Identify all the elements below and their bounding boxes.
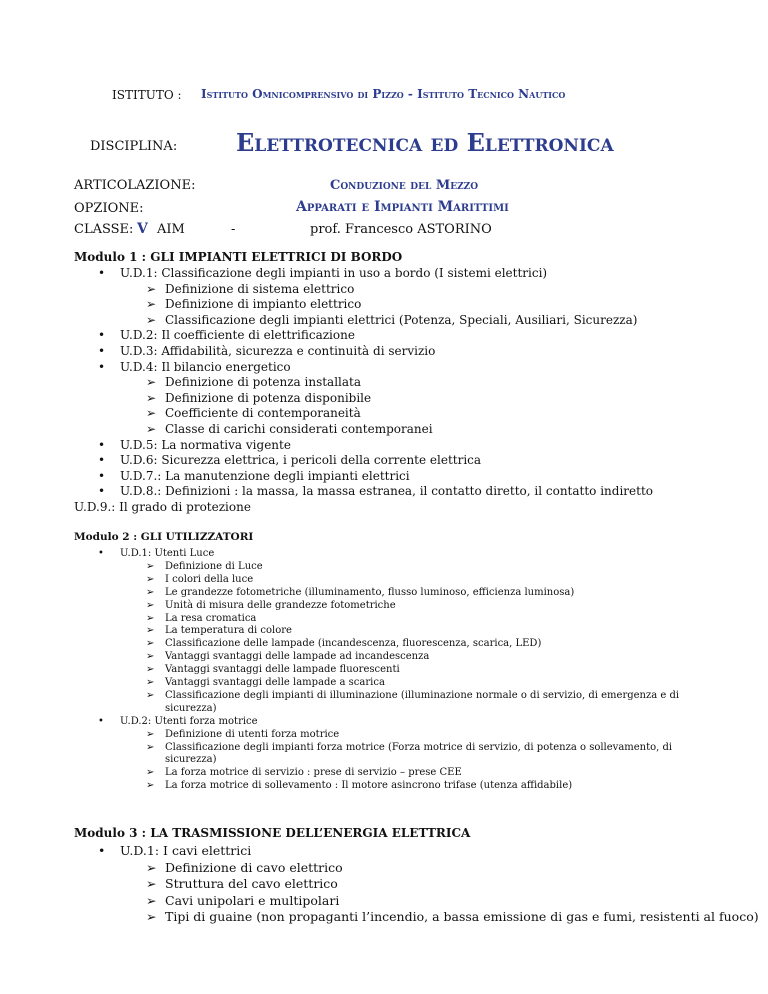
dash: - — [231, 222, 236, 237]
bullet-icon: • — [98, 328, 106, 343]
bullet-icon: • — [98, 453, 106, 468]
ud-item: U.D.5: La normativa vigente — [120, 437, 291, 452]
arrow-bullet-icon: ➢ — [146, 780, 155, 792]
sub-item: La resa cromatica — [165, 612, 257, 624]
sub-item: Definizione di Luce — [165, 560, 263, 572]
arrow-bullet-icon: ➢ — [146, 281, 157, 296]
arrow-bullet-icon: ➢ — [146, 560, 155, 572]
sub-item: Classe di carichi considerati contemporanei — [165, 422, 433, 436]
ud-item: U.D.1: I cavi elettrici — [120, 843, 252, 858]
disciplina-value: Elettrotecnica ed Elettronica — [236, 128, 614, 157]
classe-section: AIM — [157, 222, 185, 237]
ud-item: U.D.2: Il coefficiente di elettrificazione — [120, 328, 355, 343]
arrow-bullet-icon: ➢ — [146, 651, 155, 663]
arrow-bullet-icon: ➢ — [146, 741, 155, 753]
sub-item: Cavi unipolari e multipolari — [165, 892, 340, 908]
ud-item: U.D.7.: La manutenzione degli impianti elettrici — [120, 468, 410, 483]
sub-item: Tipi di guaine (non propaganti l’incendio, a bassa emissione di gas e fumi, resistenti al fuoco) — [165, 909, 759, 924]
arrow-bullet-icon: ➢ — [146, 312, 157, 327]
sub-item: Classificazione degli impianti elettrici (Potenza, Speciali, Ausiliari, Sicurezza) — [165, 312, 638, 327]
istituto-label: ISTITUTO : — [112, 88, 182, 102]
sub-item: Classificazione delle lampade (incandescenza, fluorescenza, scarica, LED) — [165, 638, 542, 650]
sub-item: Classificazione degli impianti di illuminazione (illuminazione normale o di servizio, di emergenza e di — [165, 689, 680, 701]
sub-item: Vantaggi svantaggi delle lampade a scarica — [165, 677, 385, 688]
modulo-2-title: Modulo 2 : GLI UTILIZZATORI — [74, 531, 254, 543]
sub-item: Unità di misura delle grandezze fotometriche — [165, 599, 396, 611]
bullet-icon: • — [98, 266, 106, 280]
modulo-1-title: Modulo 1 : GLI IMPIANTI ELETTRICI DI BORDO — [74, 250, 403, 264]
ud-item: U.D.4: Il bilancio energetico — [120, 359, 291, 374]
sub-item: La forza motrice di sollevamento : Il motore asincrono trifase (utenza affidabile) — [165, 780, 573, 792]
arrow-bullet-icon: ➢ — [146, 390, 157, 405]
articolazione-label: ARTICOLAZIONE: — [74, 178, 196, 193]
ud-item: U.D.2: Utenti forza motrice — [120, 715, 258, 727]
opzione-value: Apparati e Impianti Marittimi — [296, 199, 509, 215]
opzione-label: OPZIONE: — [74, 201, 144, 216]
arrow-bullet-icon: ➢ — [146, 573, 155, 585]
arrow-bullet-icon: ➢ — [146, 406, 157, 421]
ud-item: U.D.8.: Definizioni : la massa, la massa estranea, il contatto diretto, il contatto indiretto — [120, 484, 654, 499]
bullet-icon: • — [98, 715, 104, 727]
arrow-bullet-icon: ➢ — [146, 892, 157, 908]
arrow-bullet-icon: ➢ — [146, 909, 157, 924]
bullet-icon: • — [98, 359, 106, 374]
classe-label: CLASSE: — [74, 222, 134, 237]
bullet-icon: • — [98, 484, 106, 499]
arrow-bullet-icon: ➢ — [146, 728, 155, 740]
sub-item: La temperatura di colore — [165, 625, 292, 637]
sub-item: Vantaggi svantaggi delle lampade ad incandescenza — [165, 651, 430, 663]
sub-item: Definizione di sistema elettrico — [165, 281, 355, 296]
arrow-bullet-icon: ➢ — [146, 625, 155, 637]
sub-item: Coefficiente di contemporaneità — [165, 406, 361, 421]
bullet-icon: • — [98, 468, 106, 483]
sub-item-continued: sicurezza) — [165, 754, 217, 766]
arrow-bullet-icon: ➢ — [146, 859, 157, 875]
professor-name: prof. Francesco ASTORINO — [310, 222, 492, 237]
sub-item: Definizione di potenza disponibile — [165, 390, 372, 405]
sub-item-continued: sicurezza) — [165, 702, 217, 714]
arrow-bullet-icon: ➢ — [146, 876, 157, 891]
sub-item: Definizione di impianto elettrico — [165, 297, 362, 312]
arrow-bullet-icon: ➢ — [146, 612, 155, 624]
bullet-icon: • — [98, 548, 104, 559]
ud-item: U.D.3: Affidabilità, sicurezza e continuità di servizio — [120, 344, 436, 358]
bullet-icon: • — [98, 344, 106, 358]
bullet-icon: • — [98, 437, 106, 452]
arrow-bullet-icon: ➢ — [146, 375, 157, 390]
ud-item: U.D.1: Classificazione degli impianti in uso a bordo (I sistemi elettrici) — [120, 266, 548, 280]
ud-item: U.D.9.: Il grado di protezione — [74, 500, 251, 514]
sub-item: Vantaggi svantaggi delle lampade fluorescenti — [165, 664, 400, 676]
classe-number: V — [137, 221, 148, 237]
arrow-bullet-icon: ➢ — [146, 599, 155, 611]
sub-item: I colori della luce — [165, 573, 254, 585]
bullet-icon: • — [98, 843, 106, 858]
articolazione-value: Conduzione del Mezzo — [330, 178, 479, 193]
arrow-bullet-icon: ➢ — [146, 422, 157, 436]
modulo-3-title: Modulo 3 : LA TRASMISSIONE DELL’ENERGIA ELETTRICA — [74, 826, 471, 840]
sub-item: Le grandezze fotometriche (illuminamento, flusso luminoso, efficienza luminosa) — [165, 586, 575, 598]
sub-item: Struttura del cavo elettrico — [165, 876, 338, 891]
arrow-bullet-icon: ➢ — [146, 638, 155, 650]
ud-item: U.D.1: Utenti Luce — [120, 548, 215, 559]
arrow-bullet-icon: ➢ — [146, 689, 155, 701]
arrow-bullet-icon: ➢ — [146, 664, 155, 676]
sub-item: La forza motrice di servizio : prese di servizio – prese CEE — [165, 767, 462, 779]
arrow-bullet-icon: ➢ — [146, 767, 155, 779]
sub-item: Definizione di potenza installata — [165, 375, 362, 390]
sub-item: Definizione di utenti forza motrice — [165, 728, 340, 740]
ud-item: U.D.6: Sicurezza elettrica, i pericoli della corrente elettrica — [120, 453, 482, 468]
disciplina-label: DISCIPLINA: — [90, 139, 178, 154]
arrow-bullet-icon: ➢ — [146, 297, 157, 312]
sub-item: Definizione di cavo elettrico — [165, 859, 343, 875]
istituto-value: Istituto Omnicomprensivo di Pizzo - Istituto Tecnico Nautico — [201, 87, 566, 101]
arrow-bullet-icon: ➢ — [146, 677, 155, 688]
arrow-bullet-icon: ➢ — [146, 586, 155, 598]
sub-item: Classificazione degli impianti forza motrice (Forza motrice di servizio, di potenza o sollevamento, di — [165, 741, 673, 753]
